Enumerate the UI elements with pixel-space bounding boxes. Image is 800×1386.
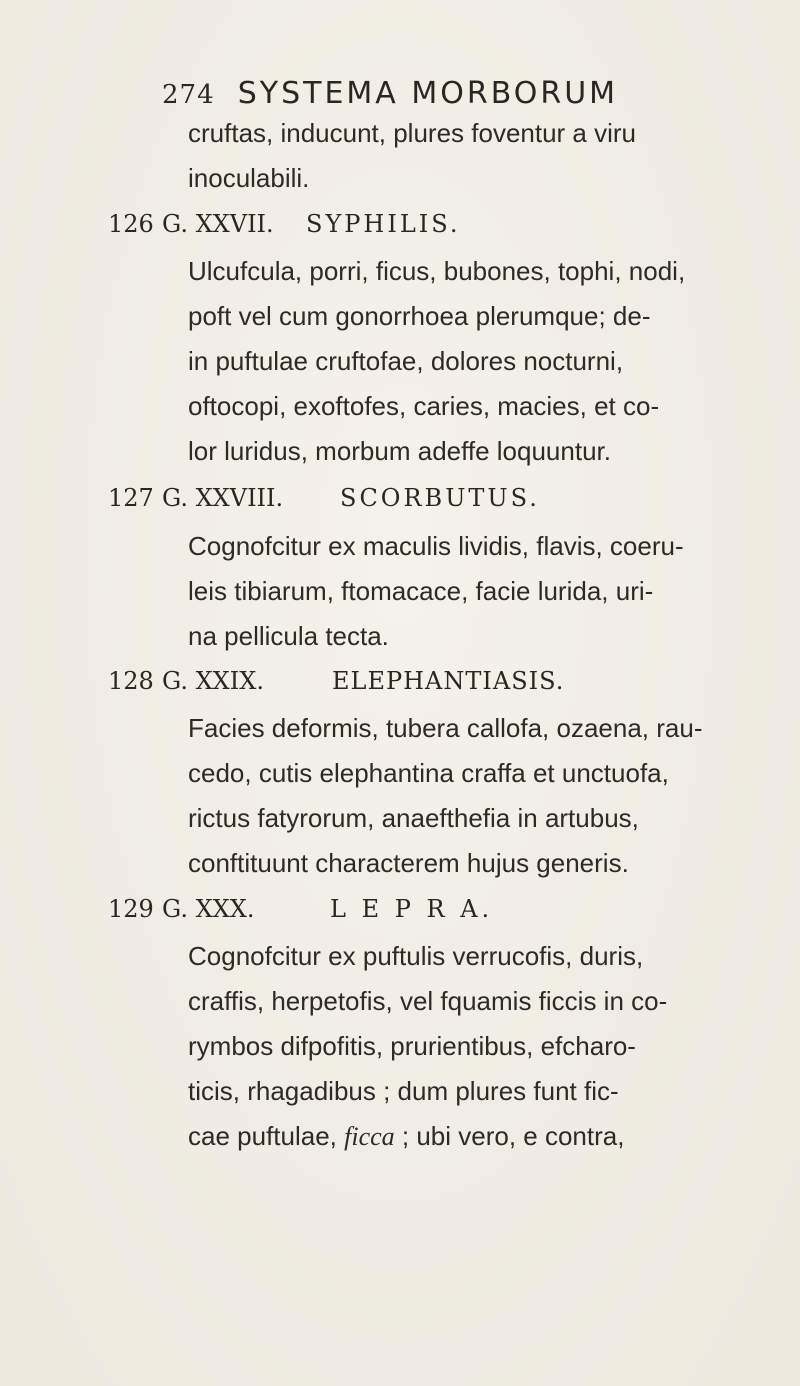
- genus-code: G. XXVIII.: [162, 484, 284, 512]
- text-line: Facies deformis, tubera callofa, ozaena, rau-: [188, 713, 703, 743]
- section-number: 129: [108, 895, 154, 923]
- text-segment: cae puftulae,: [188, 1121, 345, 1151]
- text-line: oftocopi, exoftofes, caries, macies, et co-: [188, 391, 660, 421]
- text-line: cedo, cutis elephantina craffa et unctuofa,: [188, 758, 669, 788]
- text-line: [188, 1121, 624, 1152]
- text-line: Cognofcitur ex puftulis verrucofis, duris,: [188, 941, 644, 971]
- genus-name: ELEPHANTIASIS.: [332, 667, 565, 695]
- text-line: inoculabili.: [188, 163, 310, 193]
- text-segment: ; ubi vero, e contra,: [394, 1121, 625, 1151]
- genus-name: SCORBUTUS.: [340, 484, 540, 512]
- text-line: na pellicula tecta.: [188, 621, 389, 651]
- text-line: in puftulae cruftofae, dolores nocturni,: [188, 346, 624, 376]
- page-number: 274: [162, 80, 215, 110]
- genus-code: G. XXIX.: [162, 667, 264, 695]
- running-header: [162, 76, 618, 111]
- text-line: ticis, rhagadibus ; dum plures funt fic-: [188, 1076, 619, 1106]
- genus-code: G. XXX.: [162, 895, 255, 923]
- text-line: leis tibiarum, ftomacace, facie lurida, uri-: [188, 576, 654, 606]
- text-line: conftituunt characterem hujus generis.: [188, 848, 629, 878]
- genus-code: G. XXVII.: [162, 210, 274, 238]
- text-line: lor luridus, morbum adeffe loquuntur.: [188, 436, 611, 466]
- section-number: 128: [108, 667, 154, 695]
- text-line: rictus fatyrorum, anaefthefia in artubus,: [188, 803, 639, 833]
- section-number: 127: [108, 484, 154, 512]
- text-line: rymbos difpofitis, prurientibus, efcharo-: [188, 1031, 636, 1061]
- text-line: cruftas, inducunt, plures foventur a viru: [188, 118, 637, 148]
- text-line: poft vel cum gonorrhoea plerumque; de-: [188, 301, 651, 331]
- text-line: craffis, herpetofis, vel fquamis ficcis in co-: [188, 986, 668, 1016]
- text-line: Cognofcitur ex maculis lividis, flavis, coeru-: [188, 531, 684, 561]
- genus-name: SYPHILIS.: [306, 210, 461, 238]
- genus-name: L E P R A.: [330, 895, 494, 923]
- section-number: 126: [108, 210, 154, 238]
- running-title: SYSTEMA MORBORUM: [237, 76, 619, 111]
- italic-word: ficca: [344, 1122, 395, 1151]
- text-line: Ulcufcula, porri, ficus, bubones, tophi, nodi,: [188, 256, 686, 286]
